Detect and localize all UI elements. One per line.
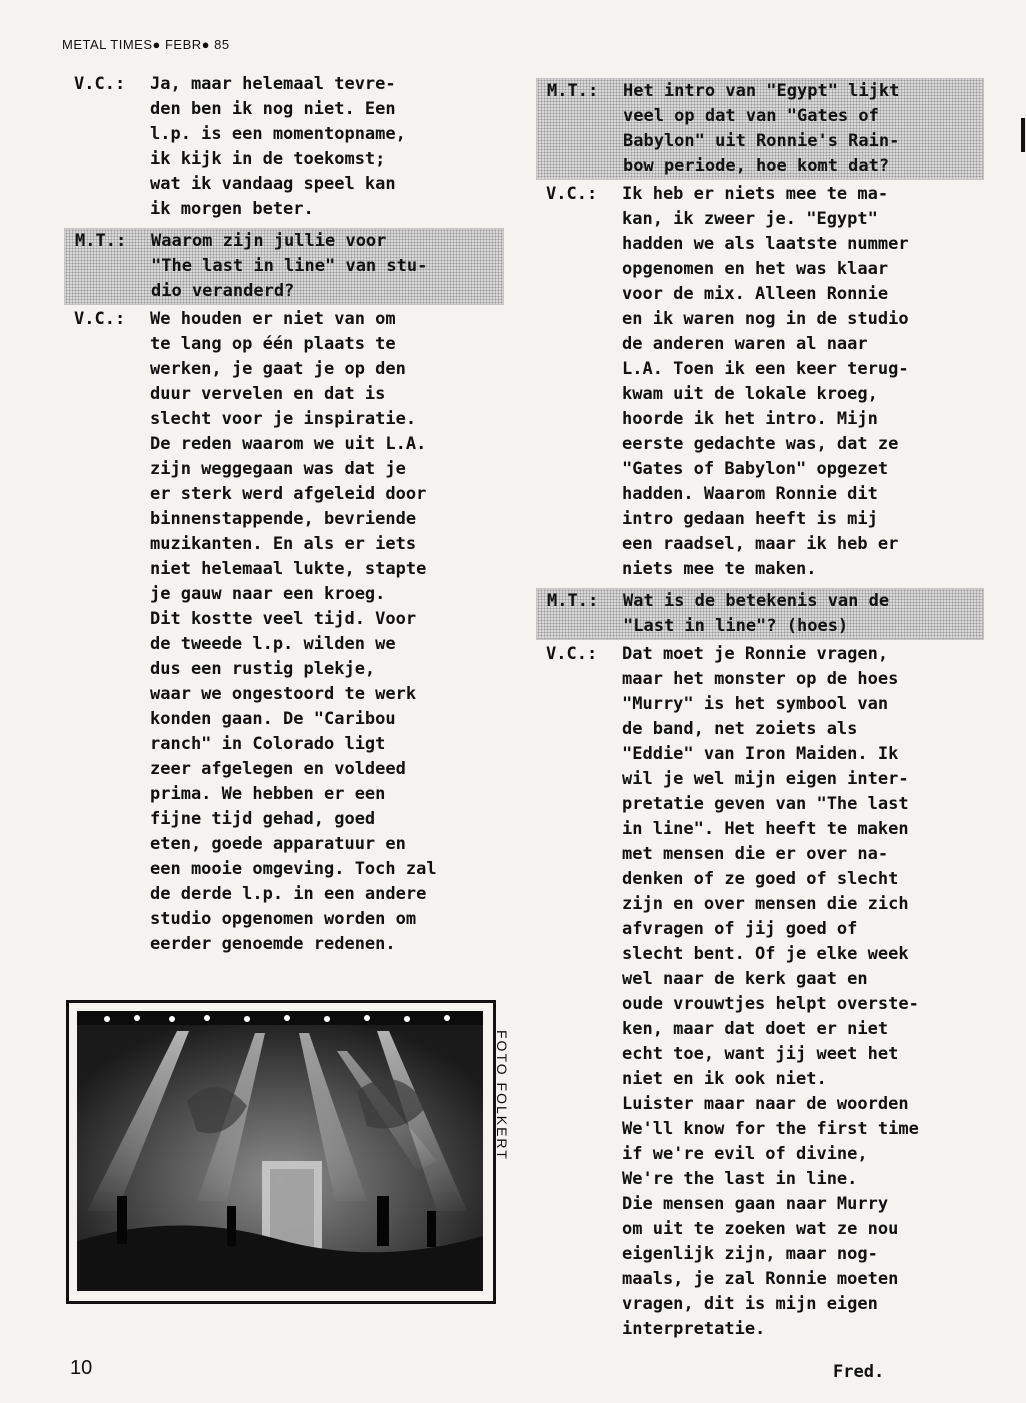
text-line: binnenstappende, bevriende bbox=[150, 509, 417, 529]
text-line: hoorde ik het intro. Mijn bbox=[622, 409, 878, 429]
text-line: if we're evil of divine, bbox=[622, 1144, 868, 1164]
text-line: werken, je gaat je op den bbox=[150, 359, 406, 379]
text-line: Ik heb er niets mee te ma- bbox=[622, 184, 889, 204]
concert-photo-frame bbox=[66, 1000, 496, 1304]
text-line: opgenomen en het was klaar bbox=[622, 259, 889, 279]
text-line: konden gaan. De "Caribou bbox=[150, 709, 396, 729]
interview-question bbox=[64, 228, 504, 305]
text-line: dus een rustig plekje, bbox=[150, 659, 376, 679]
text-line: niets mee te maken. bbox=[622, 559, 817, 579]
text-line: l.p. is een momentopname, bbox=[150, 124, 406, 144]
speaker-label: V.C.: bbox=[546, 184, 598, 204]
text-line: een mooie omgeving. Toch zal bbox=[150, 859, 437, 879]
text-line: De reden waarom we uit L.A. bbox=[150, 434, 427, 454]
text-line: vragen, dit is mijn eigen bbox=[622, 1294, 878, 1314]
text-line: eigenlijk zijn, maar nog- bbox=[622, 1244, 878, 1264]
text-line: fijne tijd gehad, goed bbox=[150, 809, 376, 829]
text-line: ken, maar dat doet er niet bbox=[622, 1019, 889, 1039]
text-line: een raadsel, maar ik heb er bbox=[622, 534, 899, 554]
text-line: slecht voor je inspiratie. bbox=[150, 409, 417, 429]
concert-photo bbox=[77, 1011, 483, 1291]
text-line: intro gedaan heeft is mij bbox=[622, 509, 878, 529]
photo-credit: FOTO FOLKERT bbox=[494, 1030, 510, 1161]
binder-mark bbox=[1021, 118, 1025, 152]
text-line: "Murry" is het symbool van bbox=[622, 694, 889, 714]
text-line: hadden. Waarom Ronnie dit bbox=[622, 484, 878, 504]
speaker-label: V.C.: bbox=[74, 309, 126, 329]
text-line: in line". Het heeft te maken bbox=[622, 819, 909, 839]
text-line: wel naar de kerk gaat en bbox=[622, 969, 868, 989]
text-line: wat ik vandaag speel kan bbox=[150, 174, 396, 194]
right-column bbox=[536, 72, 984, 1342]
text-line: zeer afgelegen en voldeed bbox=[150, 759, 406, 779]
text-line: voor de mix. Alleen Ronnie bbox=[622, 284, 889, 304]
text-line: zijn weggegaan was dat je bbox=[150, 459, 406, 479]
text-line: zijn en over mensen die zich bbox=[622, 894, 909, 914]
masthead: METAL TIMES● FEBR● 85 bbox=[62, 37, 230, 52]
text-line: niet helemaal lukte, stapte bbox=[150, 559, 427, 579]
text-line: ranch" in Colorado ligt bbox=[150, 734, 386, 754]
text-line: Die mensen gaan naar Murry bbox=[622, 1194, 889, 1214]
text-line: de band, net zoiets als bbox=[622, 719, 858, 739]
text-line: kan, ik zweer je. "Egypt" bbox=[622, 209, 878, 229]
text-line: Dit kostte veel tijd. Voor bbox=[150, 609, 417, 629]
text-line: eten, goede apparatuur en bbox=[150, 834, 406, 854]
interview-answer bbox=[64, 307, 504, 957]
text-line: waar we ongestoord te werk bbox=[150, 684, 417, 704]
page-number: 10 bbox=[70, 1357, 93, 1379]
speaker-label: M.T.: bbox=[547, 591, 599, 611]
text-line: "The last in line" van stu- bbox=[151, 256, 428, 276]
speaker-label: V.C.: bbox=[74, 74, 126, 94]
text-line: en ik waren nog in de studio bbox=[622, 309, 909, 329]
text-line: echt toe, want jij weet het bbox=[622, 1044, 899, 1064]
text-line: maar het monster op de hoes bbox=[622, 669, 899, 689]
text-line: afvragen of jij goed of bbox=[622, 919, 858, 939]
text-line: L.A. Toen ik een keer terug- bbox=[622, 359, 909, 379]
text-line: slecht bent. Of je elke week bbox=[622, 944, 909, 964]
text-line: studio opgenomen worden om bbox=[150, 909, 417, 929]
text-line: de anderen waren al naar bbox=[622, 334, 868, 354]
text-line: de derde l.p. in een andere bbox=[150, 884, 427, 904]
speaker-label: M.T.: bbox=[547, 81, 599, 101]
text-line: ik kijk in de toekomst; bbox=[150, 149, 386, 169]
text-line: Dat moet je Ronnie vragen, bbox=[622, 644, 889, 664]
text-line: eerste gedachte was, dat ze bbox=[622, 434, 899, 454]
text-line: den ben ik nog niet. Een bbox=[150, 99, 396, 119]
author-signature: Fred. bbox=[833, 1362, 885, 1382]
text-line: maals, je zal Ronnie moeten bbox=[622, 1269, 899, 1289]
text-line: ik morgen beter. bbox=[150, 199, 314, 219]
text-line: Het intro van "Egypt" lijkt bbox=[623, 81, 900, 101]
text-line: de tweede l.p. wilden we bbox=[150, 634, 396, 654]
text-line: "Last in line"? (hoes) bbox=[623, 616, 849, 636]
text-line: Wat is de betekenis van de bbox=[623, 591, 890, 611]
text-line: Ja, maar helemaal tevre- bbox=[150, 74, 396, 94]
text-line: We houden er niet van om bbox=[150, 309, 396, 329]
text-line: oude vrouwtjes helpt overste- bbox=[622, 994, 919, 1014]
left-column bbox=[64, 72, 504, 957]
interview-answer bbox=[64, 72, 504, 222]
text-line: bow periode, hoe komt dat? bbox=[623, 156, 890, 176]
interview-question bbox=[536, 588, 984, 640]
text-line: "Eddie" van Iron Maiden. Ik bbox=[622, 744, 899, 764]
text-line: interpretatie. bbox=[622, 1319, 766, 1339]
text-line: dio veranderd? bbox=[151, 281, 295, 301]
speaker-label: M.T.: bbox=[75, 231, 127, 251]
text-line: We'll know for the first time bbox=[622, 1119, 919, 1139]
text-line: duur vervelen en dat is bbox=[150, 384, 386, 404]
text-line: "Gates of Babylon" opgezet bbox=[622, 459, 889, 479]
text-line: Waarom zijn jullie voor bbox=[151, 231, 387, 251]
text-line: met mensen die er over na- bbox=[622, 844, 889, 864]
concert-stage-image bbox=[77, 1011, 483, 1291]
text-line: kwam uit de lokale kroeg, bbox=[622, 384, 878, 404]
speaker-label: V.C.: bbox=[546, 644, 598, 664]
text-line: Babylon" uit Ronnie's Rain- bbox=[623, 131, 900, 151]
text-line: prima. We hebben er een bbox=[150, 784, 386, 804]
text-line: je gauw naar een kroeg. bbox=[150, 584, 386, 604]
text-line: om uit te zoeken wat ze nou bbox=[622, 1219, 899, 1239]
text-line: niet en ik ook niet. bbox=[622, 1069, 827, 1089]
text-line: wil je wel mijn eigen inter- bbox=[622, 769, 909, 789]
text-line: muzikanten. En als er iets bbox=[150, 534, 417, 554]
text-line: veel op dat van "Gates of bbox=[623, 106, 879, 126]
interview-answer bbox=[536, 642, 984, 1342]
text-line: eerder genoemde redenen. bbox=[150, 934, 396, 954]
text-line: pretatie geven van "The last bbox=[622, 794, 909, 814]
text-line: hadden we als laatste nummer bbox=[622, 234, 909, 254]
text-line: te lang op één plaats te bbox=[150, 334, 396, 354]
text-line: denken of ze goed of slecht bbox=[622, 869, 899, 889]
interview-question bbox=[536, 78, 984, 180]
text-line: We're the last in line. bbox=[622, 1169, 858, 1189]
text-line: Luister maar naar de woorden bbox=[622, 1094, 909, 1114]
interview-answer bbox=[536, 182, 984, 582]
text-line: er sterk werd afgeleid door bbox=[150, 484, 427, 504]
